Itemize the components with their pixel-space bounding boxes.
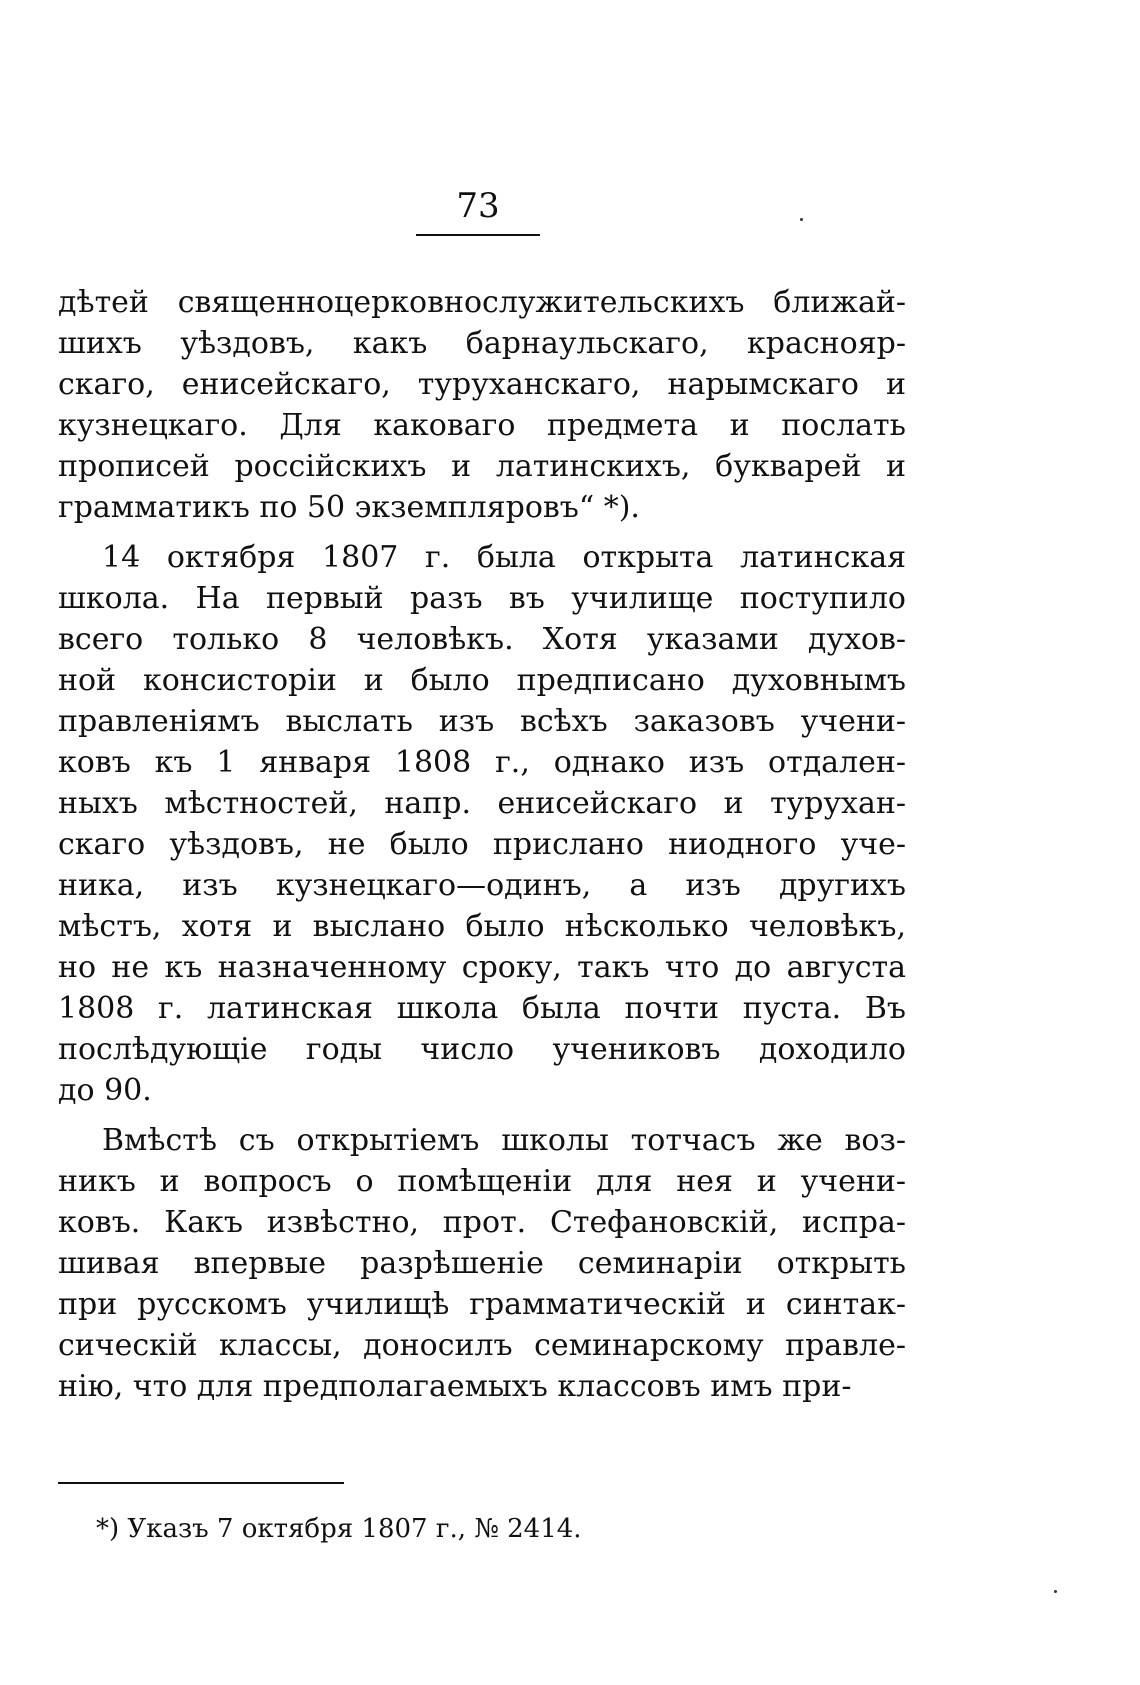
text-line: скаго уѣздовъ, не было прислано ниодного уче- — [58, 827, 906, 862]
text-line: 14 октября 1807 г. была открыта латинская — [102, 540, 906, 575]
text-line: ковъ. Какъ извѣстно, прот. Стефановскій, испра- — [58, 1205, 906, 1240]
paragraph — [58, 282, 906, 528]
text-line: грамматикъ по 50 экземпляровъ“ *). — [58, 490, 640, 525]
text-line: дѣтей священноцерковнослужительскихъ ближай- — [58, 285, 906, 320]
footnote-rule — [58, 1482, 344, 1484]
text-line: Вмѣстѣ съ открытіемъ школы тотчасъ же воз- — [102, 1123, 906, 1158]
print-speck — [1054, 1590, 1057, 1593]
page-number: 73 — [456, 186, 500, 226]
text-line: ника, изъ кузнецкаго—одинъ, а изъ другихъ — [58, 868, 906, 903]
text-line: скаго, енисейскаго, туруханскаго, нарымскаго и — [58, 367, 906, 402]
text-line: шихъ уѣздовъ, какъ барнаульскаго, краснояр- — [58, 326, 906, 361]
text-line: никъ и вопросъ о помѣщеніи для нея и учени- — [58, 1164, 906, 1199]
paragraph — [58, 1120, 906, 1407]
text-line: всего только 8 человѣкъ. Хотя указами духов- — [58, 622, 906, 657]
text-line: правленіямъ выслать изъ всѣхъ заказовъ учени- — [58, 704, 906, 739]
text-line: 1808 г. латинская школа была почти пуста. Въ — [58, 991, 906, 1026]
text-line: школа. На первый разъ въ училище поступило — [58, 581, 906, 616]
text-line: кузнецкаго. Для каковаго предмета и послать — [58, 408, 906, 443]
text-line: нію, что для предполагаемыхъ классовъ имъ при- — [58, 1369, 852, 1404]
text-line: мѣстъ, хотя и выслано было нѣсколько человѣкъ, — [58, 909, 906, 944]
paragraph — [58, 537, 906, 1111]
text-line: ной консисторіи и было предписано духовнымъ — [58, 663, 906, 698]
text-line: ковъ къ 1 января 1808 г., однако изъ отдален- — [58, 745, 906, 780]
text-line: сическій классы, доносилъ семинарскому правле- — [58, 1328, 906, 1363]
body-text — [58, 282, 906, 1416]
text-line: ныхъ мѣстностей, напр. енисейскаго и турухан- — [58, 786, 906, 821]
footnote: *) Указъ 7 октября 1807 г., № 2414. — [96, 1514, 582, 1544]
text-line: при русскомъ училищѣ грамматическій и синтак- — [58, 1287, 906, 1322]
print-speck — [800, 218, 803, 221]
text-line: шивая впервые разрѣшеніе семинаріи открыть — [58, 1246, 906, 1281]
page-number-rule — [416, 234, 540, 236]
text-line: до 90. — [58, 1073, 152, 1108]
text-line: прописей россійскихъ и латинскихъ, букварей и — [58, 449, 906, 484]
text-line: но не къ назначенному сроку, такъ что до августа — [58, 950, 906, 985]
text-line: послѣдующіе годы число учениковъ доходило — [58, 1032, 906, 1067]
